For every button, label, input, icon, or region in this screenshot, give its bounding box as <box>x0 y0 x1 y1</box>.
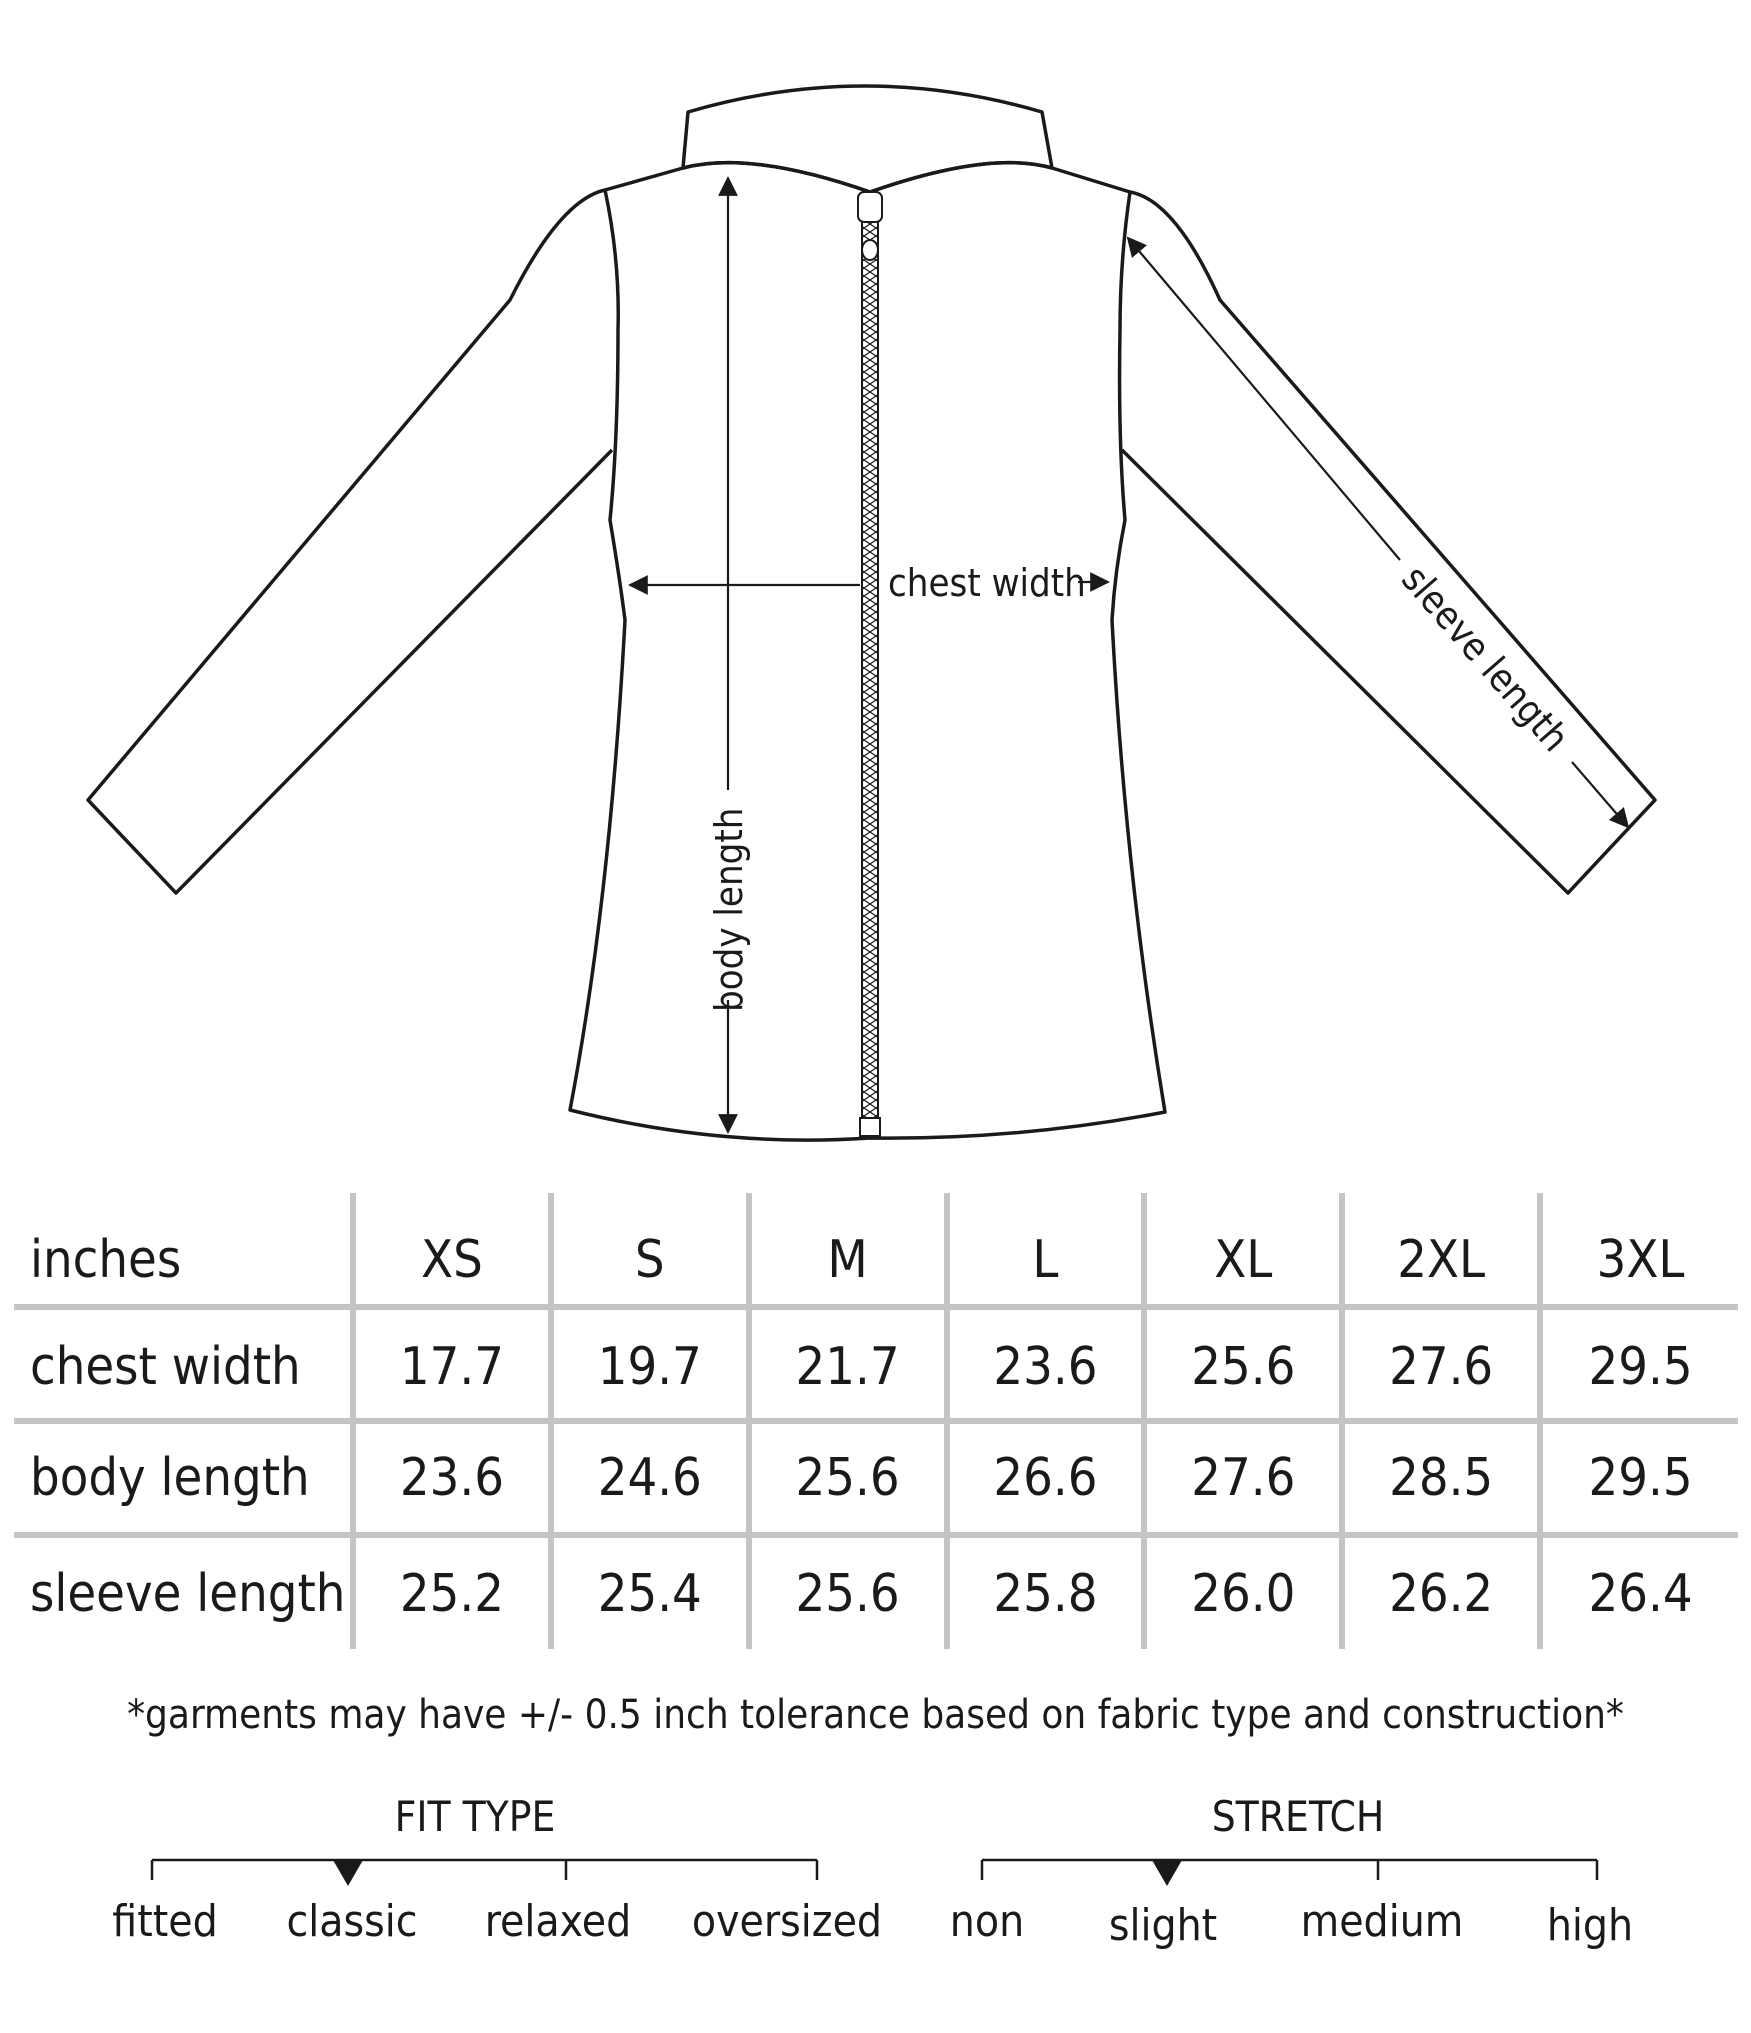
table-cell: 25.6 <box>749 1535 947 1649</box>
fit-type-title: FIT TYPE <box>394 1792 556 1841</box>
left-sleeve <box>88 190 612 893</box>
fit-type-option: oversized <box>691 1896 883 1947</box>
stretch-indicator <box>1152 1860 1182 1886</box>
table-cell: 23.6 <box>947 1307 1145 1421</box>
table-cell: 21.7 <box>749 1307 947 1421</box>
size-header: L <box>947 1193 1145 1307</box>
right-sleeve <box>1122 192 1655 893</box>
table-cell: 27.6 <box>1144 1421 1342 1535</box>
table-cell: 24.6 <box>551 1421 749 1535</box>
table-cell: 26.0 <box>1144 1535 1342 1649</box>
size-header: XS <box>353 1193 551 1307</box>
table-row <box>14 1535 1738 1649</box>
body-length-label: body length <box>707 807 751 1012</box>
table-cell: 26.6 <box>947 1421 1145 1535</box>
sleeve-length-arrow-bottom <box>1572 762 1628 827</box>
stretch-option: non <box>949 1896 1025 1947</box>
size-header: S <box>551 1193 749 1307</box>
fit-type-indicator <box>333 1860 363 1886</box>
table-cell: 27.6 <box>1342 1307 1540 1421</box>
size-header-row <box>14 1193 1738 1307</box>
stretch-option: medium <box>1300 1896 1464 1947</box>
zipper <box>858 192 882 1136</box>
table-cell: 28.5 <box>1342 1421 1540 1535</box>
sleeve-length-label: sleeve length <box>1393 557 1578 760</box>
unit-label: inches <box>30 1229 182 1290</box>
table-cell: 25.6 <box>1144 1307 1342 1421</box>
stretch-option: slight <box>1108 1900 1218 1951</box>
table-row <box>14 1307 1738 1421</box>
row-label: body length <box>30 1448 310 1508</box>
size-header: XL <box>1144 1193 1342 1307</box>
table-cell: 25.8 <box>947 1535 1145 1649</box>
table-cell: 25.4 <box>551 1535 749 1649</box>
hood <box>683 86 1052 192</box>
fit-type-option: fitted <box>112 1896 218 1947</box>
chest-width-label: chest width <box>888 561 1086 605</box>
table-row <box>14 1421 1738 1535</box>
fit-type-option: relaxed <box>484 1896 632 1947</box>
tolerance-note: *garments may have +/- 0.5 inch tolerance based on fabric type and construction* <box>127 1692 1624 1738</box>
size-header: M <box>749 1193 947 1307</box>
table-cell: 29.5 <box>1540 1421 1738 1535</box>
sleeve-length-arrow-top <box>1128 238 1400 560</box>
stretch-title: STRETCH <box>1211 1792 1385 1841</box>
table-cell: 26.2 <box>1342 1535 1540 1649</box>
table-cell: 17.7 <box>353 1307 551 1421</box>
fit-type-option: classic <box>286 1896 418 1947</box>
table-cell: 26.4 <box>1540 1535 1738 1649</box>
table-cell: 23.6 <box>353 1421 551 1535</box>
scales <box>0 1850 1751 1890</box>
table-cell: 19.7 <box>551 1307 749 1421</box>
size-header: 2XL <box>1342 1193 1540 1307</box>
size-chart-table <box>14 1193 1738 1649</box>
stretch-option: high <box>1546 1900 1634 1951</box>
size-header: 3XL <box>1540 1193 1738 1307</box>
table-cell: 29.5 <box>1540 1307 1738 1421</box>
table-cell: 25.6 <box>749 1421 947 1535</box>
table-cell: 25.2 <box>353 1535 551 1649</box>
row-label: sleeve length <box>30 1563 346 1624</box>
row-label: chest width <box>30 1337 301 1397</box>
